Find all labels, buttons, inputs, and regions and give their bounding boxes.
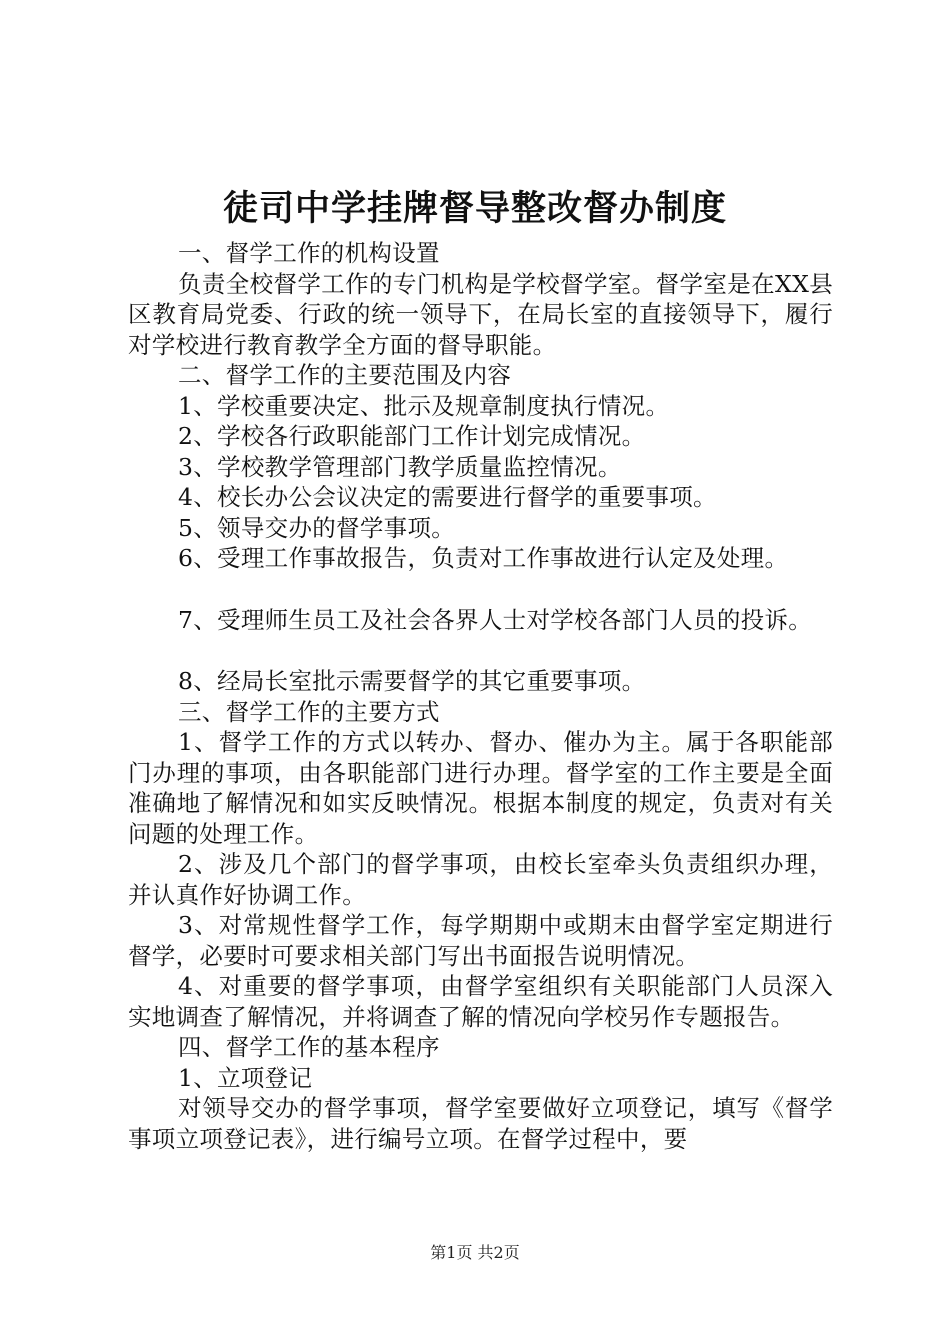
section-heading-3: 三、督学工作的主要方式 (178, 697, 440, 726)
section-heading-1: 一、督学工作的机构设置 (178, 239, 440, 267)
paragraph-method-2: 2、涉及几个部门的督学事项，由校长室牵头负责组织办理，并认真作好协调工作。 (128, 850, 833, 909)
list-item: 7、受理师生员工及社会各界人士对学校各部门人员的投诉。 (178, 605, 813, 634)
document-title: 徒司中学挂牌督导整改督办制度 (222, 189, 727, 229)
section-heading-2: 二、督学工作的主要范围及内容 (178, 361, 512, 389)
paragraph-method-4: 4、对重要的督学事项，由督学室组织有关职能部门人员深入实地调查了解情况，并将调查了解的情况向学校另作专题报告。 (128, 972, 833, 1031)
list-item: 4、校长办公会议决定的需要进行督学的重要事项。 (178, 483, 717, 511)
list-item: 6、受理工作事故报告，负责对工作事故进行认定及处理。 (178, 544, 789, 572)
paragraph-method-1: 1、督学工作的方式以转办、督办、催办为主。属于各职能部门办理的事项，由各职能部门进行办理。督学室的工作主要是全面准确地了解情况和如实反映情况。根据本制度的规定，负责对有关问题的处理工作。 (128, 728, 833, 848)
list-item: 2、学校各行政职能部门工作计划完成情况。 (178, 422, 646, 450)
list-item: 3、学校教学管理部门教学质量监控情况。 (178, 452, 622, 481)
page-number: 第1页 共2页 (430, 1243, 520, 1262)
document-body (128, 238, 833, 1154)
paragraph-method-3: 3、对常规性督学工作，每学期期中或期末由督学室定期进行督学，必要时可要求相关部门写出书面报告说明情况。 (128, 911, 833, 970)
section-heading-4: 四、督学工作的基本程序 (178, 1033, 440, 1061)
list-item: 5、领导交办的督学事项。 (178, 513, 456, 542)
paragraph-registration: 对领导交办的督学事项，督学室要做好立项登记，填写《督学事项立项登记表》，进行编号立项。在督学过程中，要 (128, 1094, 833, 1153)
list-item: 8、经局长室批示需要督学的其它重要事项。 (178, 667, 646, 695)
paragraph-organization: 负责全校督学工作的专门机构是学校督学室。督学室是在XX县区教育局党委、行政的统一领导下，在局长室的直接领导下，履行对学校进行教育教学全方面的督导职能。 (128, 269, 833, 359)
list-item: 1、学校重要决定、批示及规章制度执行情况。 (178, 391, 670, 420)
subsection-heading: 1、立项登记 (178, 1063, 313, 1092)
